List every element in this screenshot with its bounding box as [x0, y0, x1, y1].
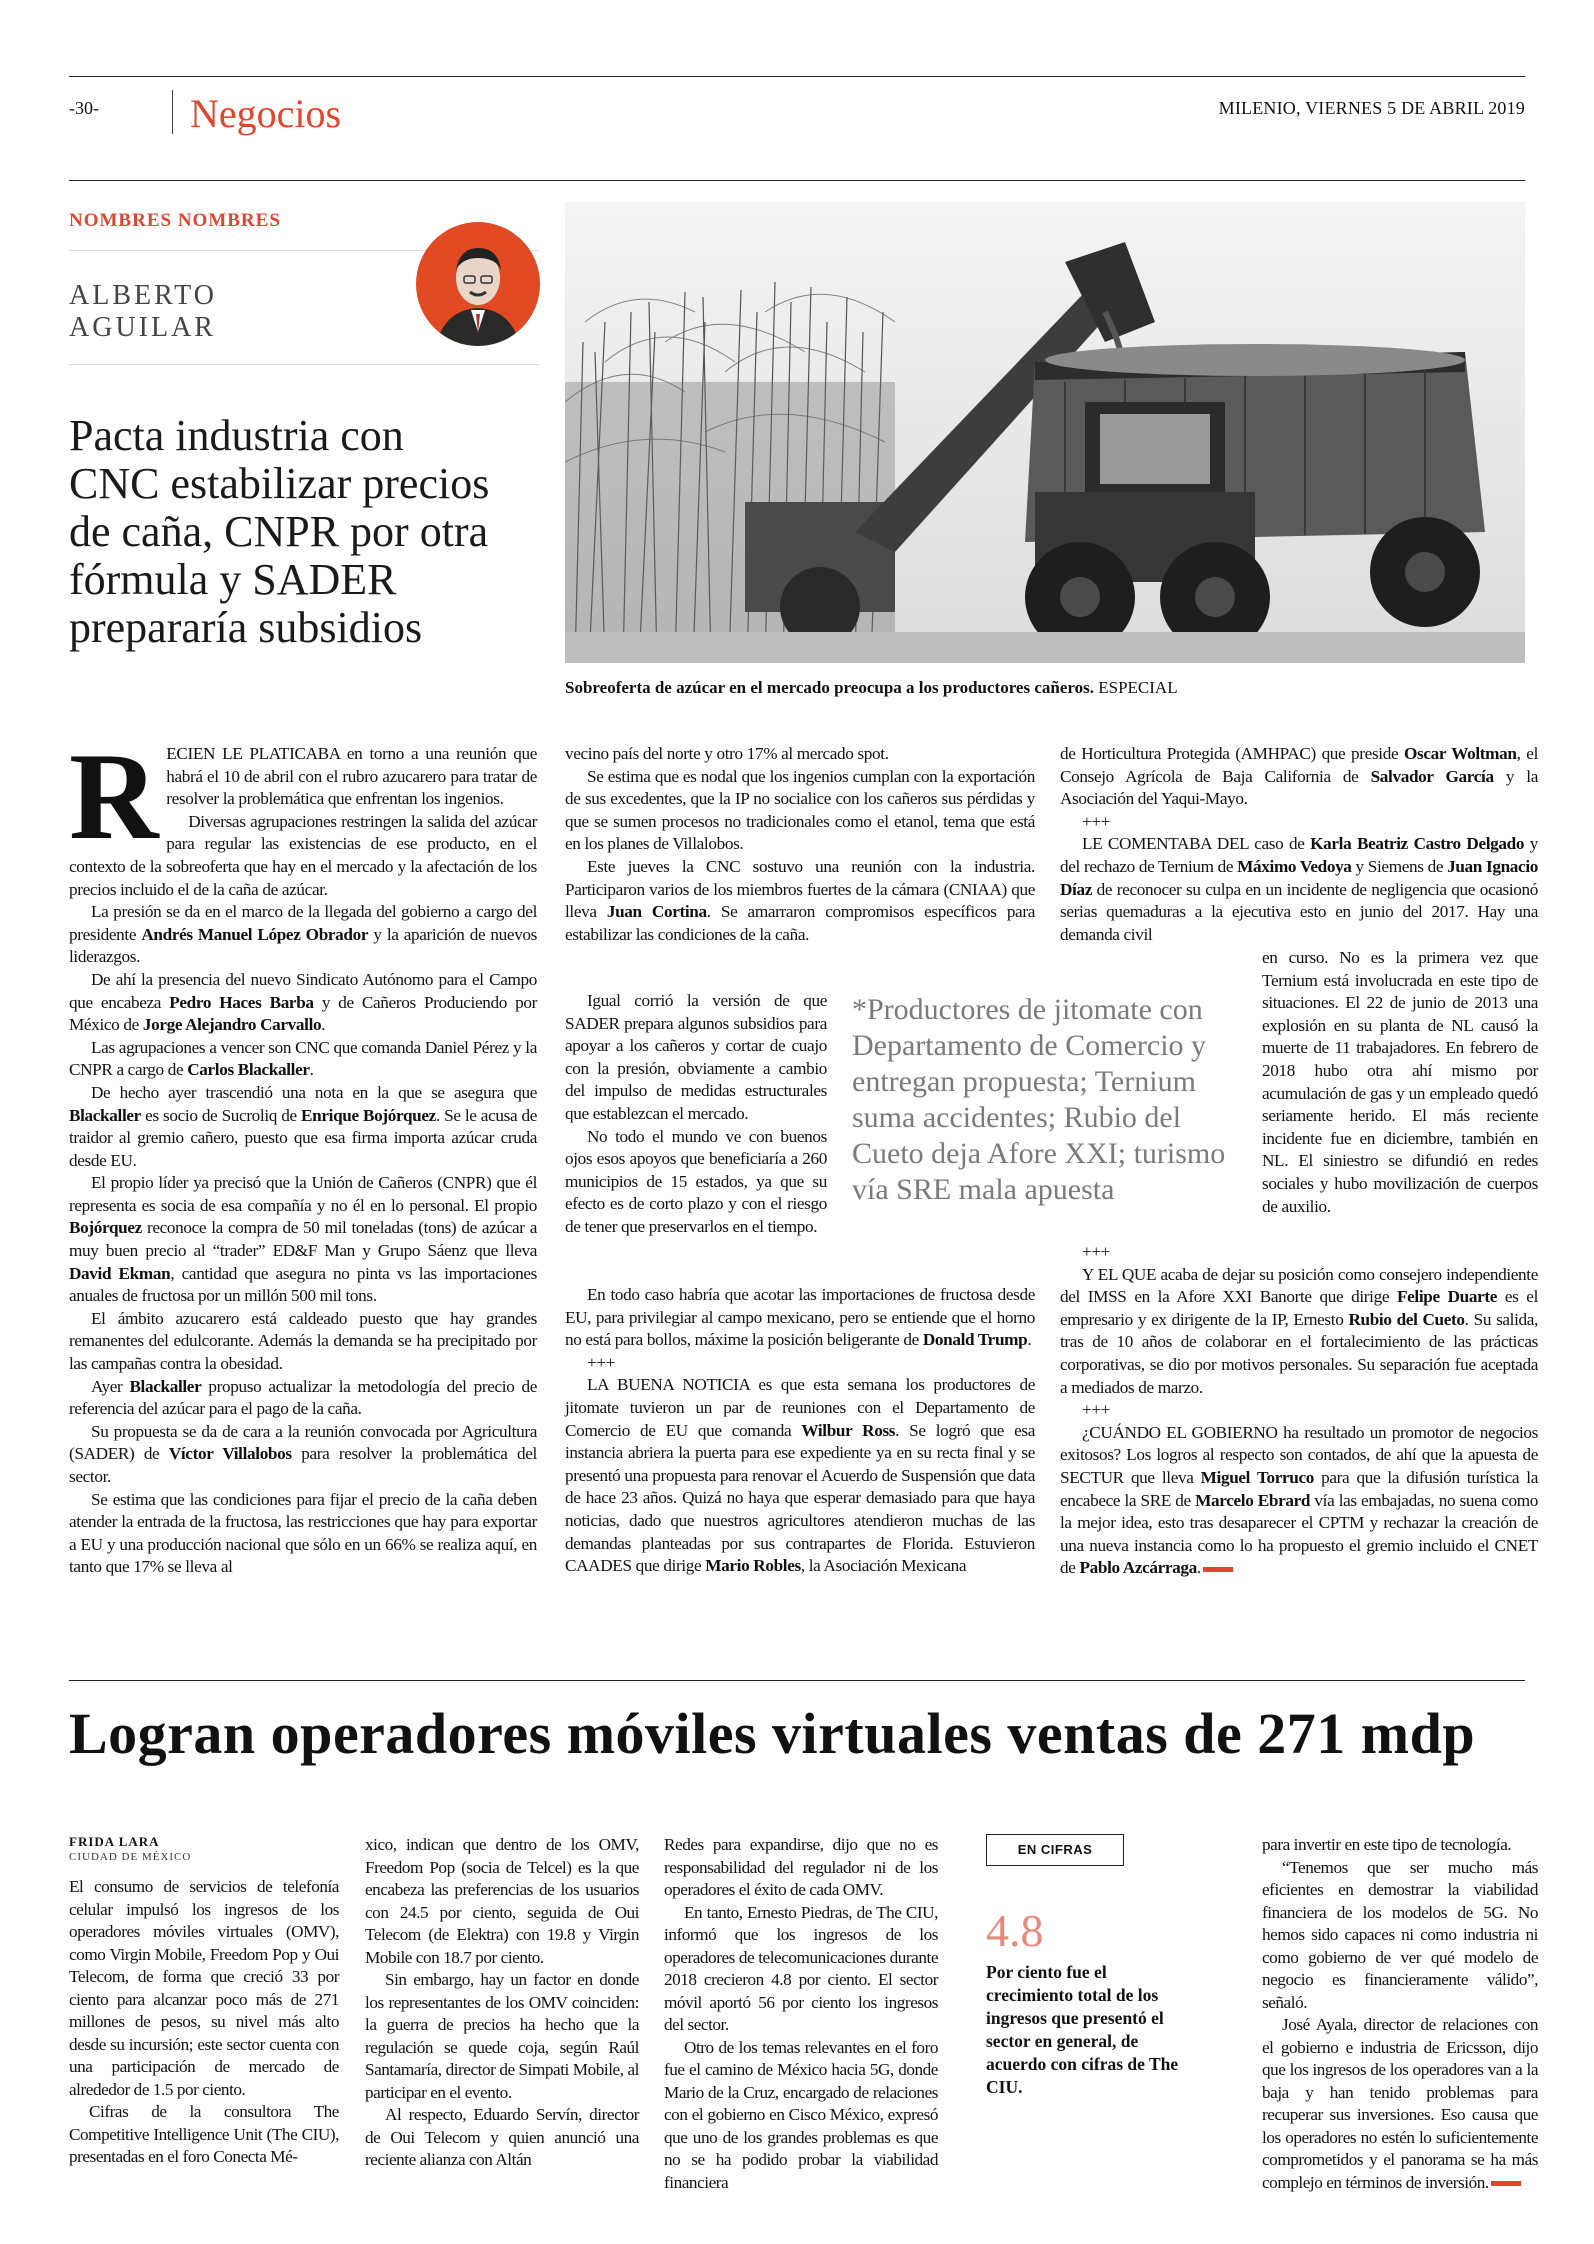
- author-rule: [69, 364, 539, 365]
- author-portrait-icon: [416, 222, 540, 346]
- article2-headline: Logran operadores móviles virtuales ventas de 271 mdp: [69, 1701, 1476, 1766]
- article2-column-3: Redes para expandirse, dijo que no es responsabilidad del regulador ni de los operadores el éxito de cada OMV. En tanto, Ernesto Piedras, de The CIU, informó que los ingresos de los operadores de telecomunicaciones durante 2018 crecieron 4.8 por ciento. El sector móvil aportó 56 por ciento los ingresos del sector. Otro de los temas relevantes en el foro fue el camino de México hacia 5G, donde Mario de la Cruz, encargado de relaciones con el gobierno en Cisco México, expresó que uno de los grandes problemas es que no se ha podido probar la viabilidad financiera: [664, 1835, 938, 2192]
- article-separator: [69, 1680, 1525, 1681]
- article2-column-2: xico, indican que dentro de los OMV, Freedom Pop (socia de Telcel) es la que encabeza las preferencias de los usuarios con 24.5 por ciento, seguida de Oui Telecom (de Elektra) con 19.8 y Virgin Mobile con 18.7 por ciento. Sin embargo, hay un factor en donde los representantes de los OMV coinciden: la guerra de precios ha hecho que la regulación se quede coja, según Raúl Santamaría, director de Simpati Mobile, al participar en el evento. Al respecto, Eduardo Servín, director de Oui Telecom y quien anunció una reciente alianza con Altán: [365, 1835, 639, 2169]
- end-mark: [1203, 1567, 1233, 1572]
- article1-column-2-narrow: Igual corrió la versión de que SADER prepara algunos subsidios para apoyar a los cañeros y cortar de cuajo con la presión, obviamente a cambio del impulso de medidas estructurales que establezcan el mercado. No todo el mundo ve con buenos ojos esos apoyos que beneficiaría a 260 municipios de 15 estados, ya que su efecto es de corto plazo y con el riesgo de tener que preservarlos en el tiempo.: [565, 991, 827, 1236]
- page-number: -30-: [69, 98, 99, 118]
- article1-column-3-narrow: en curso. No es la primera vez que Ternium está involucrada en este tipo de situaciones. El 22 de junio de 2013 una explosión en su planta de NL causó la muerte de 11 trabajadores. En febrero de 2018 hubo otra ahí mismo por acumulación de gas y un empleado quedó seriamente herido. El más reciente incidente fue en diciembre, también en NL. El siniestro se difundió en redes sociales y hubo movilización de cuerpos de auxilio.: [1262, 948, 1538, 1216]
- caption-credit: ESPECIAL: [1098, 678, 1178, 697]
- caption-text: Sobreoferta de azúcar en el mercado preocupa a los productores cañeros.: [565, 678, 1094, 697]
- header-divider: [172, 90, 173, 134]
- article2-column-1: El consumo de servicios de telefonía celular impulsó los ingresos de los operadores móviles virtuales (OMV), como Virgin Mobile, Freedom Pop y Oui Telecom, de forma que creció 33 por ciento para alcanzar poco más de 271 millones de pesos, su nivel más alto desde su incursión; este sector cuenta con una participación de mercado de alrededor de 1.5 por ciento. Cifras de la consultora The Competitive Intelligence Unit (The CIU), presentadas en el foro Conecta Mé-: [69, 1877, 339, 2166]
- key-figure-text: Por ciento fue el crecimiento total de los ingresos que presentó el sector en general, de acuerdo con cifras de The CIU.: [986, 1962, 1179, 2097]
- dateline: MILENIO, VIERNES 5 DE ABRIL 2019: [1218, 98, 1525, 118]
- sugarcane-harvester-image: [565, 202, 1525, 663]
- byline-author: FRIDA LARA: [69, 1834, 160, 1849]
- author-avatar: [416, 222, 540, 346]
- article1-headline: Pacta industria con CNC estabilizar precios de caña, CNPR por otra fórmula y SADER prepararía subsidios: [69, 411, 490, 652]
- column-kicker: NOMBRES NOMBRES: [69, 210, 281, 231]
- en-cifras-badge: EN CIFRAS: [986, 1834, 1124, 1866]
- drop-cap: R: [69, 728, 159, 865]
- article1-column-3-lower: +++ Y EL QUE acaba de dejar su posición como consejero independiente del IMSS en la Afore XXI Banorte que dirige Felipe Duarte es el empresario y ex dirigente de la IP, Ernesto Rubio del Cueto. Su salida, tras de 10 años de colaborar en el fortalecimiento de las prácticas corporativas, se dio por motivos personales. Su separación fue aceptada a mediados de marzo. +++ ¿CUÁNDO EL GOBIERNO ha resultado un promotor de negocios exitosos? Los logros al respecto son contados, de ahí que la apuesta de SECTUR que lleva Miguel Torruco para que la difusión turística la encabece la SRE de Marcelo Ebrard vía las embajadas, no suena como la mejor idea, esto tras desaparecer el CPTM y rechazar la creación de una nueva instancia como lo ha propuesto el gremio incluido el CNET de Pablo Azcárraga.: [1060, 1242, 1539, 1578]
- author-name: [69, 280, 217, 344]
- article1-column-2: vecino país del norte y otro 17% al mercado spot. Se estima que es nodal que los ingenios cumplan con la exportación de sus excedentes, que la IP no socialice con los cañeros sus pérdidas y que se sumen procesos no tradicionales como el etanol, tema que está en los planes de Villalobos. Este jueves la CNC sostuvo una reunión con la industria. Participaron varios de los miembros fuertes de la cámara (CNIAA) que lleva Juan Cortina. Se amarraron compromisos específicos para estabilizar las condiciones de la caña.: [565, 744, 1035, 944]
- end-mark-2: [1491, 2181, 1521, 2186]
- key-figure: 4.8: [986, 1905, 1044, 1956]
- article1-column-2-lower: En todo caso habría que acotar las importaciones de fructosa desde EU, para privilegiar al campo mexicano, pero se entiende que el horno no está para bollos, máxime la posición beligerante de Donald Trump. +++ LA BUENA NOTICIA es que esta semana los productores de jitomate tuvieron un par de reuniones con el Departamento de Comercio de EU que comanda Wilbur Ross. Se logró que esa instancia abriera la puerta para ese expediente ya en su recta final y se presentó una propuesta para renovar el Acuerdo de Suspensión que data de hace 23 años. Quizá no haya que esperar demasiado para que haya noticias, dado que nuestros agricultores atendieron muchas de las demandas planteadas por sus contrapartes de Florida. Estuvieron CAADES que dirige Mario Robles, la Asociación Mexicana: [565, 1285, 1036, 1576]
- article1-column-1: RECIEN LE PLATICABA en torno a una reunión que habrá el 10 de abril con el rubro azucarero para tratar de resolver la problemática que enfrentan los ingenios. Diversas agrupaciones restringen la salida del azúcar para regular las existencias de ese producto, en el contexto de la sobreoferta que hay en el mercado y la afectación de los precios incluido el de la caña de azúcar. La presión se da en el marco de la llegada del gobierno a cargo del presidente Andrés Manuel López Obrador y la aparición de nuevos liderazgos. De ahí la presencia del nuevo Sindicato Autónomo para el Campo que encabeza Pedro Haces Barba y de Cañeros Produciendo por México de Jorge Alejandro Carvallo. Las agrupaciones a vencer son CNC que comanda Daniel Pérez y la CNPR a cargo de Carlos Blackaller. De hecho ayer trascendió una nota en la que se asegura que Blackaller es socio de Sucroliq de Enrique Bojórquez. Se le acusa de traidor al gremio cañero, puesto que esa firma importa azúcar cruda desde EU. El propio líder ya precisó que la Unión de Cañeros (CNPR) que él representa es socia de esa compañía y no él en lo personal. El propio Bojórquez reconoce la compra de 50 mil toneladas (tons) de azúcar a muy buen precio al “trader” ED&F Man y Grupo Sáenz que lleva David Ekman, cantidad que asegura no pinta vs las importaciones anuales de fructosa por un millón 500 mil tons. El ámbito azucarero está caldeado puesto que hay grandes remanentes del edulcorante. Además la demanda se ha precipitado por las campañas contra la obesidad. Ayer Blackaller propuso actualizar la metodología del precio de referencia del azúcar para el pago de la caña. Su propuesta se da de cara a la reunión convocada por Agricultura (SADER) de Víctor Villalobos para resolver la problemática del sector. Se estima que las condiciones para fijar el precio de la caña deben atender la entrada de la fructosa, las restricciones que hay para exportar a EU y una producción nacional que sólo en un 66% se realiza aquí, en tanto que 17% se lleva al: [69, 728, 538, 1577]
- author-last-name: AGUILAR: [69, 312, 216, 343]
- photo-caption: [565, 678, 1178, 698]
- byline-city: CIUDAD DE MÉXICO: [69, 1851, 192, 1863]
- header-bottom-rule: [69, 180, 1525, 181]
- author-first-name: ALBERTO: [69, 280, 217, 311]
- harvest-photo: [565, 202, 1525, 663]
- pull-quote: *Productores de jitomate con Departamento de Comercio y entregan propuesta; Ternium suma accidentes; Rubio del Cueto deja Afore XXI; turismo vía SRE mala apuesta: [852, 993, 1226, 1206]
- section-title: Negocios: [190, 91, 342, 136]
- article2-column-4: para invertir en este tipo de tecnología. “Tenemos que ser mucho más eficientes en demostrar la viabilidad financiera de los modelos de 5G. No hemos sido capaces ni como industria ni como gobierno de ver qué modelo de negocio es financieramente válido”, señaló. José Ayala, director de relaciones con el gobierno e industria de Ericsson, dijo que los ingresos de los operadores van a la baja y han tenido problemas para recuperar sus inversiones. Eso causa que los operadores no estén lo suficientemente comprometidos y el panorama se ha más complejo en términos de inversión.: [1262, 1835, 1538, 2192]
- top-rule: [69, 76, 1525, 77]
- article1-column-3: de Horticultura Protegida (AMHPAC) que preside Oscar Woltman, el Consejo Agrícola de Baja California de Salvador García y la Asociación del Yaqui-Mayo. +++ LE COMENTABA DEL caso de Karla Beatriz Castro Delgado y del rechazo de Ternium de Máximo Vedoya y Siemens de Juan Ignacio Díaz de reconocer su culpa en un incidente de negligencia que ocasionó serias quemaduras a la ejecutiva esto en junio del 2017. Hay una demanda civil: [1060, 744, 1538, 944]
